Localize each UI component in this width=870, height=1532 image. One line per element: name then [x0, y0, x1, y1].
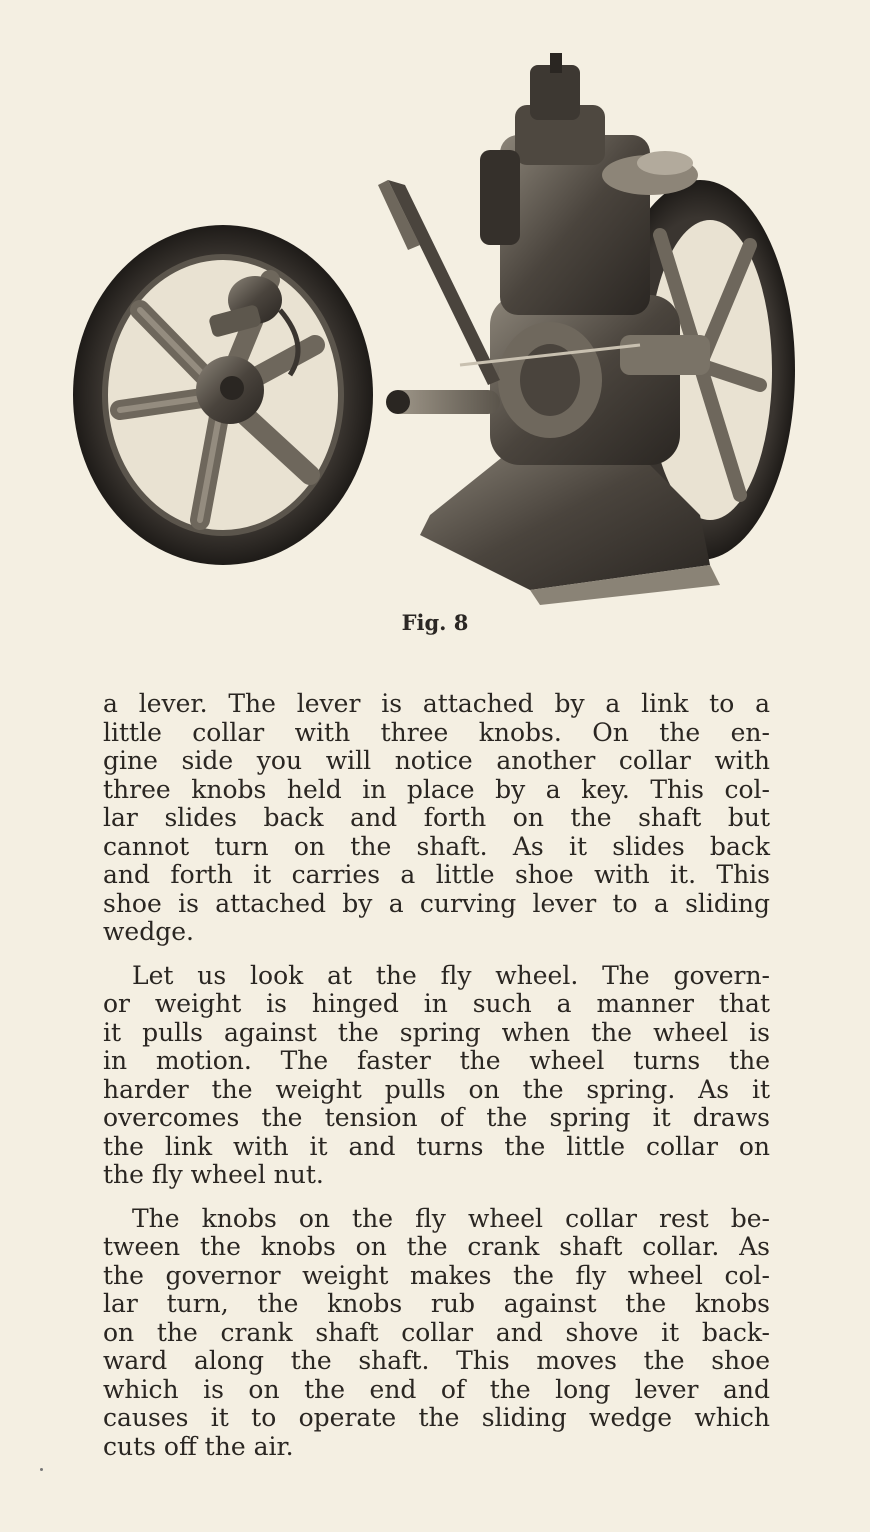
text-line: on the crank shaft collar and shove it back-	[103, 1317, 770, 1347]
text-line: cuts off the air.	[103, 1431, 294, 1461]
text-line: lar slides back and forth on the shaft but	[103, 803, 770, 832]
text-line: the link with it and turns the little collar on	[103, 1131, 770, 1161]
text-line: gine side you will notice another collar with	[103, 746, 770, 775]
text-line: and forth it carries a little shoe with it. This	[103, 860, 770, 889]
left-flywheel	[73, 225, 373, 565]
text-line: overcomes the tension of the spring it draws	[103, 1103, 770, 1132]
paragraph-gap	[103, 1190, 770, 1205]
text-line: it pulls against the spring when the wheel is	[103, 1017, 770, 1047]
text-line: three knobs held in place by a key. This col-	[103, 774, 770, 804]
engine-figure	[60, 45, 820, 605]
paragraph-2	[103, 962, 770, 1190]
text-line: cannot turn on the shaft. As it slides back	[103, 831, 770, 861]
text-line: tween the knobs on the crank shaft collar. As	[103, 1232, 770, 1261]
text-line: wedge.	[103, 917, 194, 946]
text-line: the governor weight makes the fly wheel col-	[103, 1260, 770, 1290]
paragraph-3	[103, 1205, 770, 1462]
text-line: ward along the shaft. This moves the shoe	[103, 1346, 770, 1375]
text-line: harder the weight pulls on the spring. As it	[103, 1074, 770, 1104]
paragraph-1	[103, 690, 770, 947]
text-line: shoe is attached by a curving lever to a sliding	[103, 888, 770, 918]
text-line: Let us look at the fly wheel. The govern-	[132, 960, 770, 990]
text-line: The knobs on the fly wheel collar rest be-	[132, 1203, 770, 1233]
body-text	[103, 690, 770, 1461]
text-line: a lever. The lever is attached by a link to a	[103, 689, 770, 718]
ink-speck	[40, 1468, 43, 1471]
engine-body	[378, 53, 795, 605]
paragraph-gap	[103, 947, 770, 962]
text-line: lar turn, the knobs rub against the knobs	[103, 1289, 770, 1318]
text-line: which is on the end of the long lever and	[103, 1374, 770, 1404]
text-line: or weight is hinged in such a manner that	[103, 989, 770, 1018]
text-line: the fly wheel nut.	[103, 1160, 324, 1189]
text-line: causes it to operate the sliding wedge which	[103, 1403, 770, 1432]
figure-caption: Fig. 8	[401, 610, 469, 635]
engine-illustration	[60, 45, 820, 605]
text-line: in motion. The faster the wheel turns the	[103, 1046, 770, 1075]
text-line: little collar with three knobs. On the en-	[103, 717, 770, 747]
